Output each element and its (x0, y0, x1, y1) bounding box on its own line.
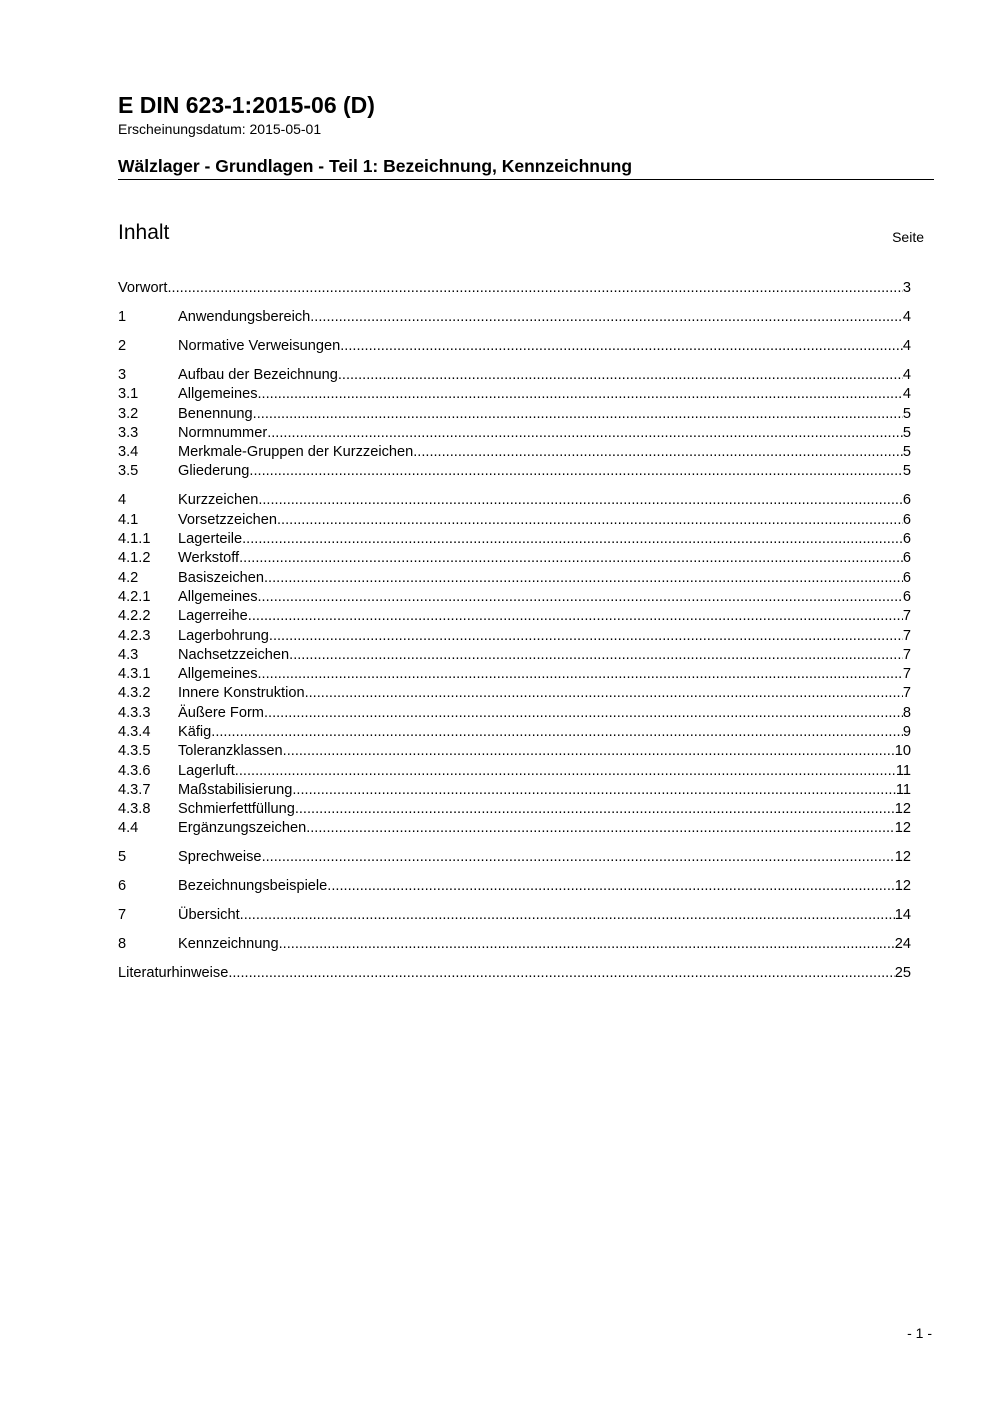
toc-entry-title: Sprechweise (178, 849, 262, 866)
toc-entry-title: Benennung (178, 405, 253, 422)
document-page (118, 90, 934, 250)
toc-entry-title: Lagerbohrung (178, 627, 269, 644)
toc-leader-dots (338, 366, 903, 385)
toc-entry-number: 7 (118, 907, 127, 924)
toc-entry-number: 3.5 (118, 463, 139, 480)
toc-entry[interactable] (118, 491, 911, 510)
toc-leader-dots (289, 646, 903, 665)
toc-entry-number: 4.3.5 (118, 743, 151, 760)
toc-entry-number: 1 (118, 308, 127, 325)
toc-leader-dots (235, 762, 896, 781)
toc-entry-title: Allgemeines (178, 588, 258, 605)
toc-entry[interactable] (118, 308, 911, 327)
toc-entry-title: Äußere Form (178, 704, 264, 721)
toc-entry[interactable] (118, 762, 911, 781)
toc-leader-dots (295, 800, 895, 819)
toc-leader-dots (248, 607, 903, 626)
toc-entry-page: 12 (894, 878, 911, 895)
toc-entry-page: 12 (894, 801, 911, 818)
toc-entry-title: Aufbau der Bezeichnung (178, 366, 338, 383)
toc-entry-title: Bezeichnungsbeispiele (178, 878, 328, 895)
toc-entry-page: 7 (902, 646, 911, 663)
toc-entry-page: 5 (902, 463, 911, 480)
toc-entry-page: 6 (902, 588, 911, 605)
toc-entry-number: 4.1.1 (118, 531, 151, 548)
toc-entry-page: 7 (902, 608, 911, 625)
toc-entry-page: 11 (895, 781, 911, 798)
toc-entry-page: 6 (902, 550, 911, 567)
toc-entry-number: 4.3.7 (118, 781, 151, 798)
toc-entry-title: Basiszeichen (178, 569, 264, 586)
toc-entry[interactable] (118, 877, 911, 896)
toc-entry-number: 4.3.2 (118, 685, 151, 702)
toc-entry-title: Vorsetzzeichen (178, 511, 277, 528)
toc-entry-page: 4 (902, 308, 911, 325)
toc-entry[interactable] (118, 935, 911, 954)
toc-entry-page: 6 (902, 569, 911, 586)
toc-entry-title: Übersicht (178, 907, 240, 924)
toc-leader-dots (249, 462, 902, 481)
toc-entry-title: Werkstoff (178, 550, 240, 567)
toc-leader-dots (279, 935, 895, 954)
toc-entry[interactable] (118, 366, 911, 385)
toc-entry-number: 4.3 (118, 646, 139, 663)
toc-entry-page: 3 (902, 280, 911, 296)
toc-leader-dots (240, 906, 895, 925)
toc-entry-number: 4.1 (118, 511, 139, 528)
toc-leader-dots (239, 549, 903, 568)
toc-entry-page: 6 (902, 492, 911, 509)
toc-entry-number: 4 (118, 492, 127, 509)
toc-entry-page: 7 (902, 666, 911, 683)
toc-entry[interactable] (118, 443, 911, 462)
toc-leader-dots (258, 491, 903, 510)
toc-entry[interactable] (118, 646, 911, 665)
toc-entry-number: 2 (118, 337, 127, 354)
toc-entry-page: 5 (902, 405, 911, 422)
toc-leader-dots (283, 742, 895, 761)
toc-entry-number: 3.1 (118, 386, 139, 403)
toc-entry[interactable] (118, 462, 911, 481)
publication-date: Erscheinungsdatum: 2015-05-01 (118, 121, 322, 137)
toc-entry-number: 3 (118, 366, 127, 383)
toc-entry[interactable] (118, 588, 911, 607)
toc-leader-dots (413, 443, 903, 462)
document-id: E DIN 623-1:2015-06 (D) (118, 92, 375, 118)
toc-entry-page: 4 (902, 337, 911, 354)
toc-entry-page: 5 (902, 424, 911, 441)
toc-entry-page: 6 (902, 531, 911, 548)
toc-page-column-label: Seite (892, 229, 924, 245)
toc-entry-title: Maßstabilisierung (178, 781, 293, 798)
toc-entry-page: 8 (902, 704, 911, 721)
toc-entry[interactable] (118, 530, 911, 549)
toc-entry-page: 11 (895, 762, 911, 779)
toc-entry-number: 4.3.8 (118, 801, 151, 818)
toc-entry[interactable] (118, 704, 911, 723)
toc-leader-dots (269, 627, 903, 646)
toc-entry-title: Kennzeichnung (178, 936, 279, 953)
toc-leader-dots (262, 848, 895, 867)
toc-entry[interactable] (118, 337, 911, 356)
toc-entry-title: Normative Verweisungen (178, 337, 341, 354)
toc-entry[interactable] (118, 742, 911, 761)
toc-leader-dots (310, 308, 903, 327)
page-number: - 1 - (907, 1325, 932, 1341)
toc-entry-title: Lagerreihe (178, 608, 248, 625)
toc-entry[interactable] (118, 906, 911, 925)
toc-entry[interactable] (118, 607, 911, 626)
toc-entry-page: 7 (902, 627, 911, 644)
toc-entry-title: Anwendungsbereich (178, 308, 311, 325)
toc-entry-title: Lagerluft (178, 762, 235, 779)
toc-entry-number: 4.2 (118, 569, 139, 586)
toc-entry[interactable] (118, 405, 911, 424)
toc-entry-page: 14 (894, 907, 911, 924)
toc-entry-number: 3.4 (118, 444, 139, 461)
toc-entry-title: Normnummer (178, 424, 268, 441)
toc-entry-title: Schmierfettfüllung (178, 801, 295, 818)
toc-entry-title: Nachsetzzeichen (178, 646, 290, 663)
toc-entry-number: 4.3.3 (118, 704, 151, 721)
toc-entry[interactable] (118, 848, 911, 867)
document-title: Wälzlager - Grundlagen - Teil 1: Bezeichnung, Kennzeichnung (118, 155, 934, 180)
toc-leader-dots (258, 665, 903, 684)
toc-entry[interactable] (118, 627, 911, 646)
toc-entry-number: 4.2.2 (118, 608, 151, 625)
toc-entry[interactable] (118, 723, 911, 742)
toc-entry-page: 10 (894, 743, 911, 760)
toc-leader-dots (228, 964, 894, 983)
toc-leader-dots (327, 877, 894, 896)
toc-leader-dots (167, 279, 902, 298)
toc-entry-number: 3.3 (118, 424, 139, 441)
toc-entry-page: 9 (902, 723, 911, 740)
toc-entry-number: 8 (118, 936, 127, 953)
toc-entry-title: Ergänzungszeichen (178, 820, 307, 837)
toc-entry[interactable] (118, 684, 911, 703)
toc-entry-page: 7 (902, 685, 911, 702)
toc-leader-dots (305, 684, 903, 703)
toc-entry-number: 4.3.4 (118, 723, 151, 740)
toc-entry[interactable] (118, 781, 911, 800)
toc-leader-dots (258, 385, 903, 404)
toc-entry-number: 5 (118, 849, 127, 866)
toc-heading: Inhalt (118, 221, 170, 244)
toc-entry[interactable] (118, 800, 911, 819)
toc-entry-title: Kurzzeichen (178, 492, 259, 509)
toc-entry-number: 4.3.6 (118, 762, 151, 779)
toc-entry-page: 6 (902, 511, 911, 528)
toc-entry[interactable] (118, 549, 911, 568)
toc-entry-number: 4.4 (118, 820, 139, 837)
toc-entry-page: 12 (894, 849, 911, 866)
toc-leader-dots (211, 723, 903, 742)
toc-entry-title: Merkmale-Gruppen der Kurzzeichen (178, 444, 414, 461)
toc-entry[interactable] (118, 964, 911, 983)
toc-leader-dots (258, 588, 903, 607)
toc-entry-title: Käfig (178, 723, 212, 740)
toc-entry-title: Vorwort (118, 280, 168, 296)
toc-leader-dots (264, 569, 903, 588)
toc-leader-dots (242, 530, 903, 549)
toc-entry-number: 4.2.1 (118, 588, 151, 605)
toc-entry-page: 24 (894, 936, 911, 953)
toc-entry-title: Toleranzklassen (178, 743, 283, 760)
toc-entry[interactable] (118, 569, 911, 588)
toc-entry[interactable] (118, 385, 911, 404)
toc-entry[interactable] (118, 424, 911, 443)
toc-leader-dots (306, 819, 895, 838)
toc-entry-title: Gliederung (178, 463, 250, 480)
toc-entry-number: 4.2.3 (118, 627, 151, 644)
toc-entry-title: Allgemeines (178, 666, 258, 683)
toc-leader-dots (292, 781, 895, 800)
toc-header (118, 220, 934, 250)
toc-leader-dots (253, 405, 903, 424)
toc-entry-number: 4.1.2 (118, 550, 151, 567)
toc-entry[interactable] (118, 665, 911, 684)
toc-entry-title: Literaturhinweise (118, 965, 229, 982)
toc-entry-number: 3.2 (118, 405, 139, 422)
toc-leader-dots (340, 337, 903, 356)
toc-entry-page: 25 (894, 965, 911, 982)
toc-entry-title: Allgemeines (178, 386, 258, 403)
toc-entry-title: Innere Konstruktion (178, 685, 305, 702)
toc-entry[interactable] (118, 819, 911, 838)
toc-entry[interactable] (118, 279, 911, 298)
toc-entry-page: 4 (902, 386, 911, 403)
toc-entry-page: 5 (902, 444, 911, 461)
toc-leader-dots (267, 424, 903, 443)
toc-entry-number: 4.3.1 (118, 666, 151, 683)
toc-entry-page: 12 (894, 820, 911, 837)
toc-leader-dots (277, 511, 903, 530)
toc-entry-number: 6 (118, 878, 127, 895)
toc-leader-dots (264, 704, 903, 723)
toc-entry[interactable] (118, 511, 911, 530)
toc-entry-page: 4 (902, 366, 911, 383)
toc-entry-title: Lagerteile (178, 531, 243, 548)
table-of-contents (118, 279, 911, 984)
